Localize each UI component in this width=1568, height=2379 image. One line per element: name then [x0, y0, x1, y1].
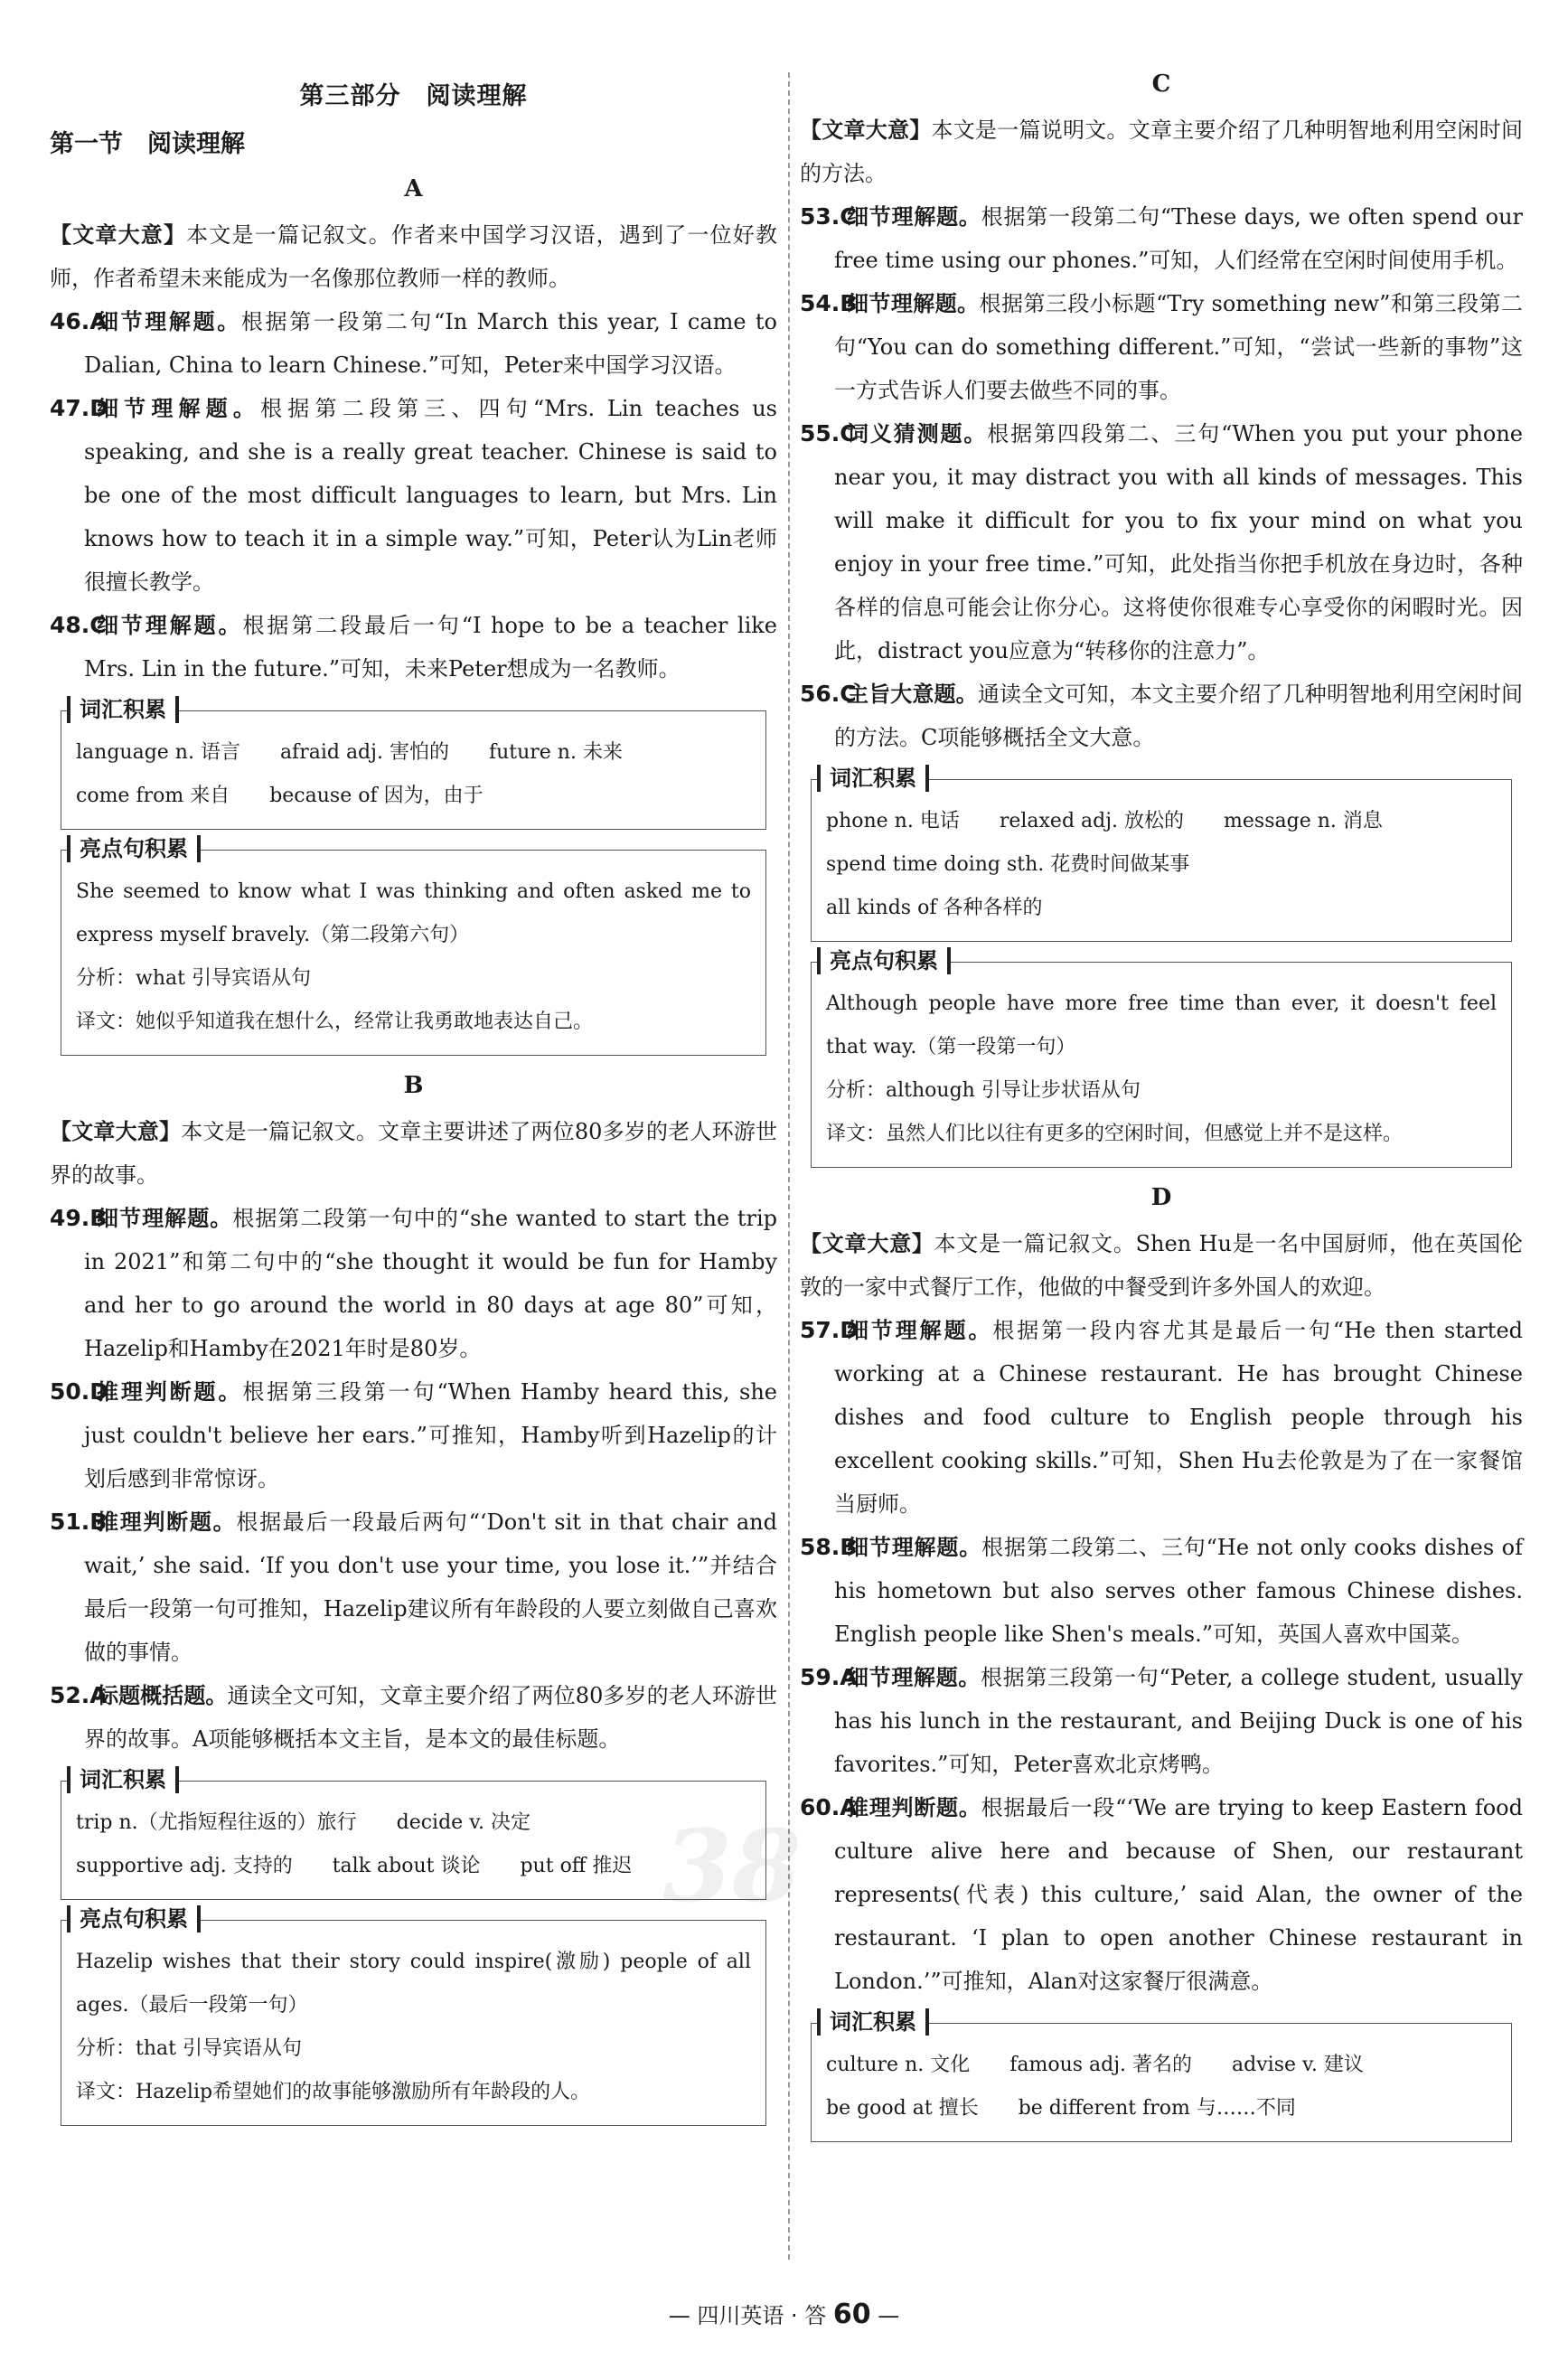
question-explanation: 根据第一段第二句“These days, we often spend our free time using our phones.”可知，人们经常在空闲时间使用手机。: [834, 204, 1524, 273]
vocab-line: all kinds of 各种各样的: [826, 897, 1043, 919]
sentence-translation: 译文：她似乎知道我在想什么，经常让我勇敢地表达自己。: [76, 1011, 594, 1033]
question-number: 51.B: [50, 1509, 108, 1535]
sentence-box: [811, 948, 1512, 1168]
footer-label: — 四川英语 · 答: [668, 2303, 827, 2328]
page-footer: [0, 2298, 1568, 2330]
vocab-line: trip n.（尤指短程往返的）旅行 decide v. 决定: [76, 1811, 530, 1834]
question-explanation: 根据第一段第二句“In March this year, I came to Dalian, China to learn Chinese.”可知，Peter来中国学习汉语。: [84, 309, 777, 378]
watermark-logo: 38: [662, 1808, 802, 1924]
passage-letter: C: [1151, 71, 1171, 98]
question-type: 推理判断题。: [97, 1379, 243, 1405]
question-explanation: 根据第三段第一句“Peter, a college student, usually has his lunch in the restaurant, and Beijing Duck is one of his favorites.”可知，Peter喜欢北京烤鸭。: [834, 1665, 1523, 1777]
page-number: 60: [832, 2299, 871, 2330]
summary-text: 本文是一篇记叙文。Shen Hu是一名中国厨师，他在英国伦敦的一家中式餐厅工作，他做的中餐受到许多外国人的欢迎。: [800, 1231, 1523, 1300]
question-number: 53.C: [800, 203, 857, 230]
question-item: [800, 412, 1523, 672]
question-number: 49.B: [50, 1205, 108, 1231]
sentence-translation: 译文：Hazelip希望她们的故事能够激励所有年龄段的人。: [76, 2081, 591, 2103]
vocab-line: spend time doing sth. 花费时间做某事: [826, 853, 1190, 876]
question-number: 47.D: [50, 395, 109, 421]
question-explanation: 通读全文可知，文章主要介绍了两位80多岁的老人环游世界的故事。A项能够概括本文主旨，是本文的最佳标题。: [84, 1683, 777, 1752]
summary-text: 本文是一篇记叙文。文章主要讲述了两位80多岁的老人环游世界的故事。: [50, 1119, 777, 1188]
question-type: 细节理解题。: [847, 1535, 982, 1560]
question-type: 细节理解题。: [97, 613, 243, 638]
passage-summary: [50, 213, 777, 300]
sentence-box: [61, 1906, 766, 2126]
question-explanation: 根据最后一段“‘We are trying to keep Eastern food culture alive here and because of Shen, our restaurant represents(代表) this culture,’ said Alan, the owner of the restaurant. ‘I plan to open another Chinese restaurant in London.’”可推知，Alan对这家餐厅很满意。: [834, 1795, 1523, 1994]
summary-text: 本文是一篇记叙文。作者来中国学习汉语，遇到了一位好教师，作者希望未来能成为一名像那位教师一样的教师。: [50, 222, 778, 291]
summary-tag: 【文章大意】: [50, 1119, 182, 1144]
vocab-line: supportive adj. 支持的 talk about 谈论 put off 推迟: [76, 1855, 633, 1877]
question-item: [50, 1500, 777, 1674]
question-type: 推理判断题。: [97, 1509, 237, 1535]
summary-tag: 【文章大意】: [50, 222, 187, 248]
question-item: [800, 1786, 1523, 2003]
question-type: 细节理解题。: [97, 309, 241, 334]
sentence-box-title: 亮点句积累: [67, 835, 201, 862]
sentence-line: She seemed to know what I was thinking and often asked me to express myself bravely.（第二段第六句）: [76, 880, 751, 946]
question-type: 细节理解题。: [847, 1318, 993, 1343]
question-number: 59.A: [800, 1664, 858, 1690]
sentence-box-title: 亮点句积累: [817, 947, 951, 974]
part-title: 第三部分 阅读理解: [299, 82, 528, 110]
passage-letter: A: [404, 175, 423, 202]
question-type: 词义猜测题。: [847, 421, 988, 447]
question-type: 细节理解题。: [97, 1206, 233, 1231]
passage-c: [800, 71, 1523, 1168]
summary-tag: 【文章大意】: [800, 1231, 934, 1256]
passage-letter: B: [403, 1072, 424, 1099]
question-item: [800, 1526, 1523, 1656]
question-explanation: 根据第二段第一句中的“she wanted to start the trip in 2021”和第二句中的“she thought it would be fun for Hamby and her to go around the world in 80 days at age 80”可知，Hazelip和Hamby在2021年时是80岁。: [84, 1206, 777, 1361]
right-column: [800, 63, 1523, 2155]
sentence-line: Although people have more free time than ever, it doesn't feel that way.（第一段第一句）: [826, 992, 1497, 1058]
question-explanation: 根据第四段第二、三句“When you put your phone near you, it may distract you with all kinds of messages. This will make it difficult for you to fix your mind on what you enjoy in your free time.”可知，此处指当你把手机放在身边时，各种各样的信息可能会让你分心。这将使你很难专心享受你的闲暇时光。因此，distract you应意为“转移你的注意力”。: [834, 421, 1524, 663]
question-explanation: 根据第二段第三、四句“Mrs. Lin teaches us speaking, and she is a really great teacher. Chinese is said to be one of the most difficult languages to learn, but Mrs. Lin knows how to teach it in a simple way.”可知，Peter认为Lin老师很擅长教学。: [84, 396, 778, 595]
section-title: 第一节 阅读理解: [50, 130, 245, 158]
question-item: [800, 672, 1523, 759]
vocab-line: language n. 语言 afraid adj. 害怕的 future n. 未来: [76, 741, 623, 764]
sentence-box: [61, 836, 766, 1056]
sentence-translation: 译文：虽然人们比以往有更多的空闲时间，但感觉上并不是这样。: [826, 1123, 1404, 1145]
question-item: [50, 1370, 777, 1500]
sentence-analysis: 分析：although 引导让步状语从句: [826, 1079, 1141, 1102]
vocab-line: come from 来自 because of 因为，由于: [76, 785, 484, 807]
question-item: [50, 604, 777, 691]
question-explanation: 根据第三段第一句“When Hamby heard this, she just couldn't believe her ears.”可推知，Hamby听到Hazelip的计划后感到非常惊讶。: [84, 1379, 778, 1491]
question-explanation: 根据第三段小标题“Try something new”和第三段第二句“You can do something different.”可知，“尝试一些新的事物”这一方式告诉人们要去做些不同的事。: [834, 291, 1523, 403]
question-number: 54.B: [800, 290, 858, 316]
question-item: [800, 1309, 1523, 1526]
sentence-line: Hazelip wishes that their story could inspire(激励) people of all ages.（最后一段第一句）: [76, 1951, 751, 2017]
question-item: [50, 300, 777, 387]
question-item: [800, 1656, 1523, 1786]
question-item: [50, 387, 777, 604]
vocab-box: [61, 1767, 766, 1900]
question-number: 48.C: [50, 612, 107, 638]
passage-summary: [800, 108, 1523, 195]
question-explanation: 根据第二段第二、三句“He not only cooks dishes of his hometown but also serves other famous Chinese dishes. English people like Shen's meals.”可知，英国人喜欢中国菜。: [834, 1535, 1524, 1647]
passage-summary: [50, 1110, 777, 1197]
footer-dash: —: [878, 2303, 900, 2328]
vocab-box: [811, 2009, 1512, 2142]
question-type: 细节理解题。: [97, 396, 261, 421]
question-type: 主旨大意题。: [847, 682, 978, 707]
question-explanation: 通读全文可知，本文主要介绍了几种明智地利用空闲时间的方法。C项能够概括全文大意。: [834, 682, 1524, 750]
question-item: [800, 282, 1523, 412]
summary-tag: 【文章大意】: [800, 118, 932, 143]
question-type: 细节理解题。: [847, 204, 981, 230]
question-explanation: 根据最后一段最后两句“‘Don't sit in that chair and wait,’ she said. ‘If you don't use your time, you lose it.’”并结合最后一段第一句可推知，Hazelip建议所有年龄段的人要立刻做自己喜欢做的事情。: [84, 1509, 777, 1665]
question-number: 52.A: [50, 1682, 108, 1708]
question-number: 46.A: [50, 308, 108, 334]
vocab-box-title: 词汇积累: [817, 2008, 929, 2036]
passage-summary: [800, 1222, 1523, 1309]
left-column: [50, 63, 777, 2139]
question-type: 细节理解题。: [847, 1665, 981, 1690]
question-number: 60.A: [800, 1794, 858, 1820]
question-explanation: 根据第一段内容尤其是最后一句“He then started working at a Chinese restaurant. He has brought Chinese dishes and food culture to English people through his excellent cooking skills.”可知，Shen Hu去伦敦是为了在一家餐馆当厨师。: [834, 1318, 1524, 1517]
vocab-box: [61, 697, 766, 830]
sentence-analysis: 分析：what 引导宾语从句: [76, 967, 311, 990]
question-explanation: 根据第二段最后一句“I hope to be a teacher like Mrs. Lin in the future.”可知，未来Peter想成为一名教师。: [84, 613, 778, 682]
sentence-analysis: 分析：that 引导宾语从句: [76, 2037, 302, 2060]
vocab-box-title: 词汇积累: [817, 765, 929, 792]
question-number: 58.B: [800, 1534, 858, 1560]
question-number: 55.C: [800, 420, 857, 447]
passage-d: [800, 1184, 1523, 2142]
summary-text: 本文是一篇说明文。文章主要介绍了几种明智地利用空闲时间的方法。: [800, 118, 1523, 186]
column-divider: [788, 72, 790, 2260]
passage-letter: D: [1150, 1184, 1172, 1211]
question-type: 推理判断题。: [847, 1795, 981, 1820]
sentence-box-title: 亮点句积累: [67, 1905, 201, 1932]
question-type: 标题概括题。: [97, 1683, 228, 1708]
question-item: [50, 1674, 777, 1761]
passage-a: [50, 175, 777, 1056]
vocab-line: culture n. 文化 famous adj. 著名的 advise v. 建议: [826, 2054, 1364, 2076]
vocab-line: phone n. 电话 relaxed adj. 放松的 message n. 消息: [826, 810, 1383, 832]
question-item: [800, 195, 1523, 282]
passage-b: [50, 1072, 777, 2126]
question-number: 56.C: [800, 681, 857, 707]
vocab-box-title: 词汇积累: [67, 696, 179, 723]
question-number: 50.D: [50, 1378, 109, 1405]
vocab-line: be good at 擅长 be different from 与……不同: [826, 2097, 1296, 2120]
question-item: [50, 1197, 777, 1370]
vocab-box-title: 词汇积累: [67, 1766, 179, 1793]
question-number: 57.D: [800, 1317, 859, 1343]
vocab-box: [811, 766, 1512, 942]
question-type: 细节理解题。: [847, 291, 980, 316]
